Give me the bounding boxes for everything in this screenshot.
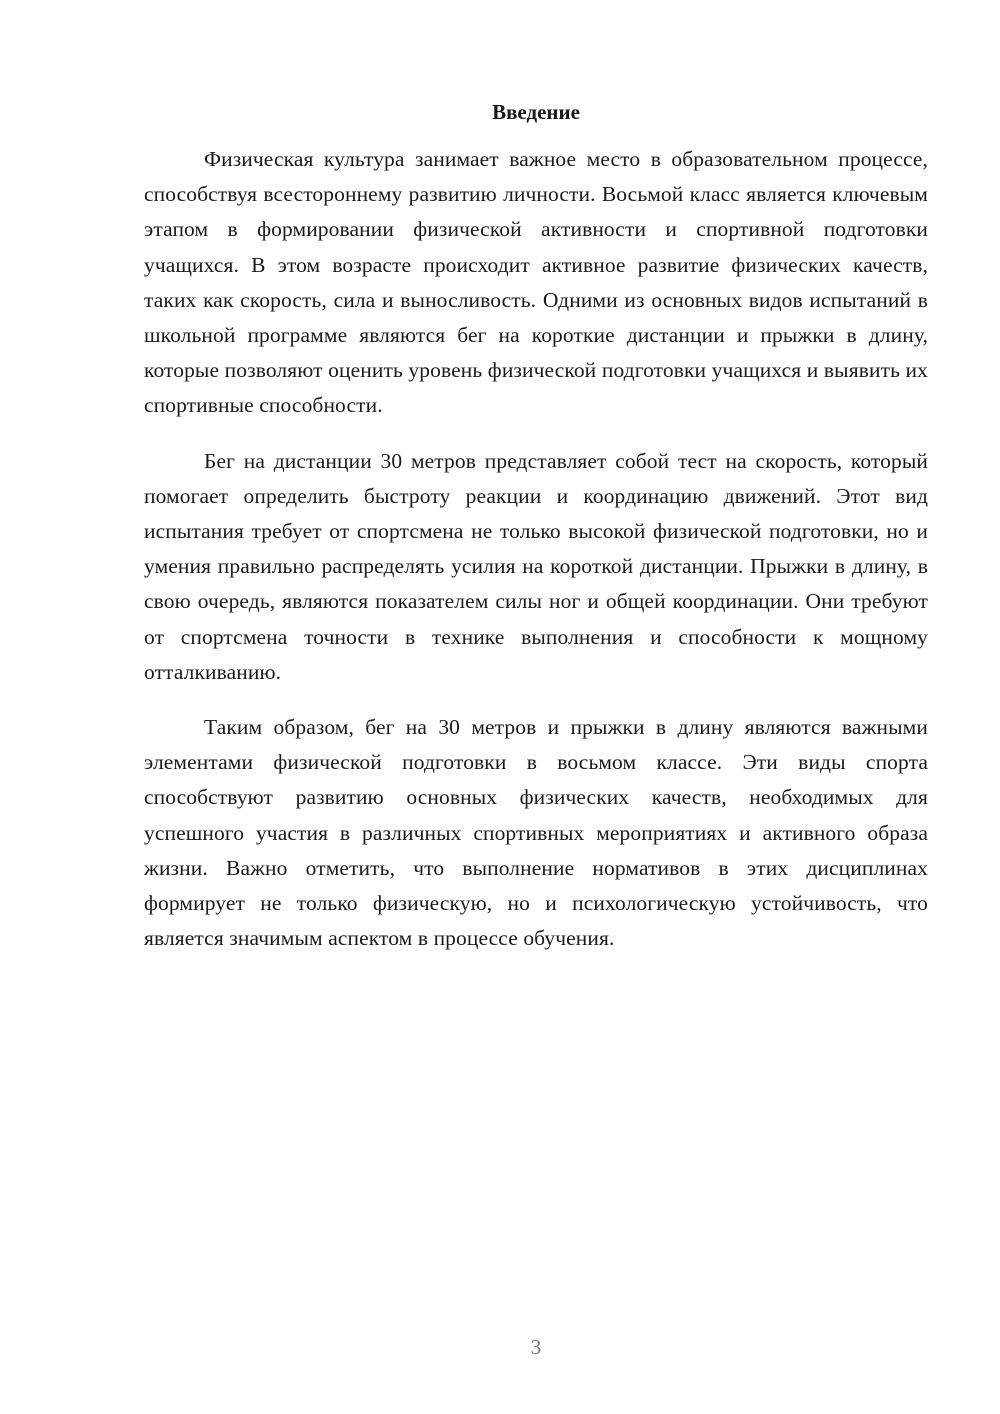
paragraph-2: Бег на дистанции 30 метров представляет собой тест на скорость, который помогает определить быстроту реакции и координацию движений. Этот вид испытания требует от спортсмена не только высокой физической подготовки, но и умения правильно распределять усилия на короткой дистанции. Прыжки в длину, в свою очередь, являются показателем силы ног и общей координации. Они требуют от спортсмена точности в технике выполнения и способности к мощному отталкиванию. bbox=[144, 448, 928, 684]
page-number: 3 bbox=[530, 1335, 542, 1359]
body-text bbox=[144, 142, 928, 976]
paragraph-1: Физическая культура занимает важное место в образовательном процессе, способствуя всестороннему развитию личности. Восьмой класс является ключевым этапом в формировании физической активности и спортивной подготовки учащихся. В этом возрасте происходит активное развитие физических качеств, таких как скорость, сила и выносливость. Одними из основных видов испытаний в школьной программе являются бег на короткие дистанции и прыжки в длину, которые позволяют оценить уровень физической подготовки учащихся и выявить их спортивные способности. bbox=[144, 147, 928, 418]
section-heading: Введение bbox=[492, 100, 580, 124]
paragraph-3: Таким образом, бег на 30 метров и прыжки в длину являются важными элементами физической подготовки в восьмом классе. Эти виды спорта способствуют развитию основных физических качеств, необходимых для успешного участия в различных спортивных мероприятиях и активного образа жизни. Важно отметить, что выполнение нормативов в этих дисциплинах формирует не только физическую, но и психологическую устойчивость, что является значимым аспектом в процессе обучения. bbox=[144, 715, 928, 951]
